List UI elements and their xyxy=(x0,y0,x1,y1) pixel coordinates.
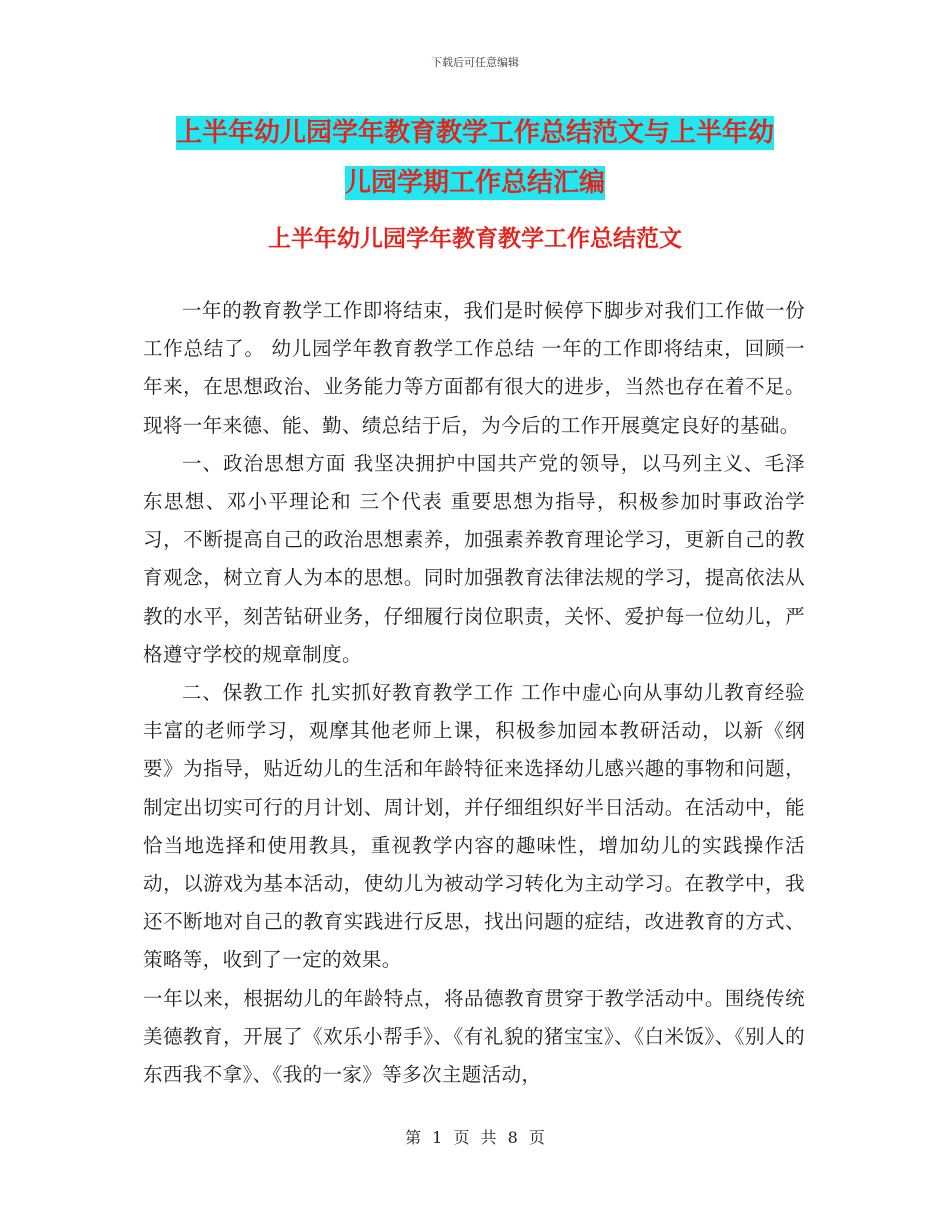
header-note: 下载后可任意编辑 xyxy=(431,56,519,69)
page-footer: 第 1 页 共 8 页 xyxy=(405,1128,545,1147)
paragraph: 一、政治思想方面 我坚决拥护中国共产党的领导，以马列主义、毛泽东思想、邓小平理论和 三个代表 重要思想为指导，积极参加时事政治学习，不断提高自己的政治思想素养，加强素养教育理论学习，更新自己的教育观念，树立育人为本的思想。同时加强教育法律法规的学习，提高依法从教的水平，刻苦钻研业务，仔细履行岗位职责，关怀、爱护每一位幼儿，严格遵守学校的规章制度。 xyxy=(143,451,805,666)
document-title-line2: 儿园学期工作总结汇编 xyxy=(344,168,605,198)
section-title: 上半年幼儿园学年教育教学工作总结范文 xyxy=(268,225,682,252)
document-title-line1: 上半年幼儿园学年教育教学工作总结范文与上半年幼 xyxy=(175,118,774,148)
document-title xyxy=(140,108,810,208)
paragraph: 二、保教工作 扎实抓好教育教学工作 工作中虚心向从事幼儿教育经验丰富的老师学习，观摩其他老师上课，积极参加园本教研活动，以新《纲要》为指导，贴近幼儿的生活和年龄特征来选择幼儿感兴趣的事物和问题，制定出切实可行的月计划、周计划，并仔细组织好半日活动。在活动中，能恰当地选择和使用教具，重视教学内容的趣味性，增加幼儿的实践操作活动，以游戏为基本活动，使幼儿为被动学习转化为主动学习。在教学中，我还不断地对自己的教育实践进行反思，找出问题的症结，改进教育的方式、策略等，收到了一定的效果。 xyxy=(143,681,805,972)
document-body xyxy=(143,292,805,1094)
paragraph: 一年的教育教学工作即将结束，我们是时候停下脚步对我们工作做一份工作总结了。 幼儿园学年教育教学工作总结 一年的工作即将结束，回顾一年来，在思想政治、业务能力等方面都有很大的进步，当然也存在着不足。现将一年来德、能、勤、绩总结于后，为今后的工作开展奠定良好的基础。 xyxy=(143,299,805,437)
paragraph: 一年以来，根据幼儿的年龄特点，将品德教育贯穿于教学活动中。围绕传统美德教育，开展了《欢乐小帮手》、《有礼貌的猪宝宝》、《白米饭》、《别人的东西我不拿》、《我的一家》等多次主题活动， xyxy=(143,986,805,1087)
